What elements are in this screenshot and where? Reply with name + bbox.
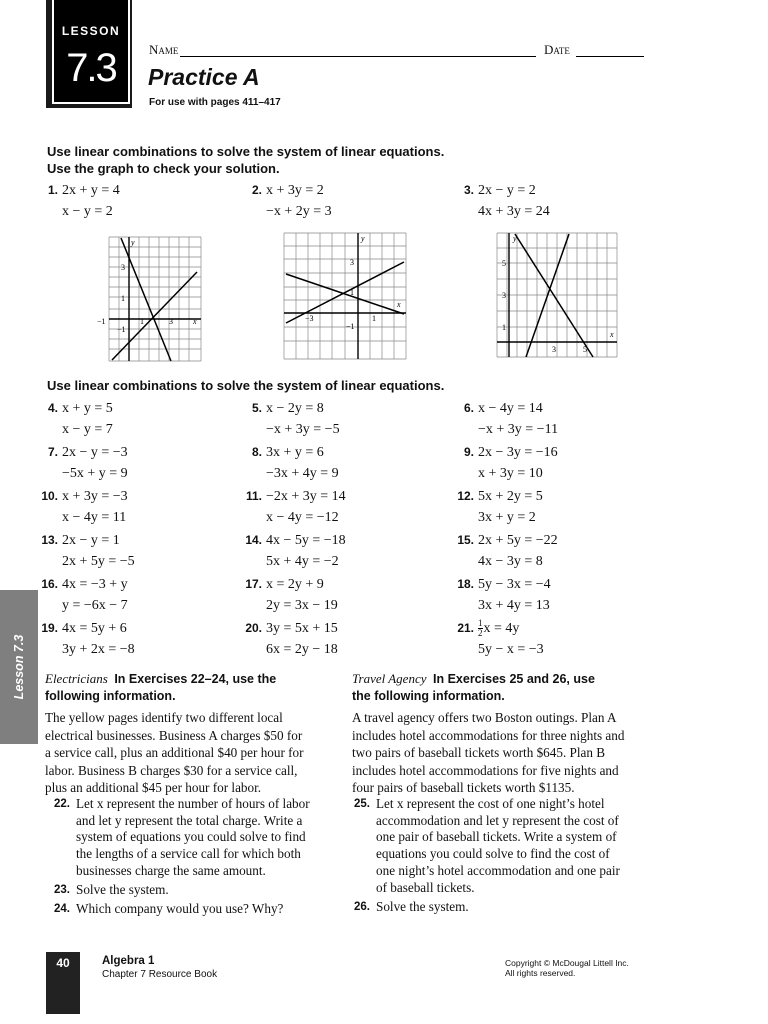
problem-19: 19. 4x = 5y + 6 3y + 2x = −8: [41, 621, 135, 657]
electricians-topic: Electricians: [45, 671, 108, 686]
graph3-tick-y5: 5: [502, 259, 506, 268]
travel-topic: Travel Agency: [352, 671, 427, 686]
book-title: Algebra 1: [102, 955, 155, 967]
graph1-y-label: y: [131, 238, 135, 247]
graph2-y-label: y: [361, 234, 365, 243]
problem-21: 21. $\frac{1}{2}$ x = 4y 5y − x = −3: [457, 618, 544, 657]
graph1-tick-y1: 1: [121, 294, 125, 303]
section1-instruction: Use linear combinations to solve the system of linear equations. Use the graph to check your solution.: [47, 144, 445, 176]
graph3-tick-y1: 1: [502, 323, 506, 332]
problem-16: 16. 4x = −3 + y y = −6x − 7: [41, 577, 128, 613]
copyright: Copyright © McDougal Littell Inc. All rights reserved.: [505, 958, 629, 978]
problem-10: 10. x + 3y = −3 x − 4y = 11: [41, 489, 128, 525]
question-25: 25. Let x represent the cost of one night’s hotel accommodation and let y represent the cost of one pair of baseball tickets. Write a system of equations you could solve to find the cost of one night’s hotel accommodation and one pair of baseball tickets.: [354, 796, 620, 895]
graph1-tick-neg1: −1: [97, 317, 106, 326]
line-x-minus-y-2: [112, 272, 197, 360]
graph-2: [284, 233, 406, 359]
graph-1: [97, 237, 201, 361]
section2-instruction: Use linear combinations to solve the system of linear equations.: [47, 378, 445, 393]
problem-2: 2. x + 3y = 2 −x + 2y = 3: [251, 183, 332, 219]
problem-15: 15. 2x + 5y = −22 4x − 3y = 8: [457, 533, 558, 569]
problem-8: 8. 3x + y = 6 −3x + 4y = 9: [251, 445, 339, 481]
side-tab-label: Lesson 7.3: [12, 634, 26, 700]
graph1-tick-3: 3: [169, 317, 173, 326]
graph2-tick-1: 1: [372, 314, 376, 323]
problem-9: 9. 2x − 3y = −16 x + 3y = 10: [463, 445, 558, 481]
date-field[interactable]: [576, 56, 644, 57]
problem-20: 20. 3y = 5x + 15 6x = 2y − 18: [245, 621, 338, 657]
problem-18: 18. 5y − 3x = −4 3x + 4y = 13: [457, 577, 551, 613]
question-22: 22. Let x represent the number of hours of labor and let y represent the total charge. Write a system of equations you could solve to find the lengths of a service call for which both businesses charge the same amount.: [54, 796, 310, 878]
name-label: Name: [149, 42, 179, 57]
electricians-questions: [46, 796, 310, 918]
graph1-tick-1: 1: [140, 317, 144, 326]
graph3-tick-y3: 3: [502, 291, 506, 300]
electricians-heading: Electricians In Exercises 22–24, use the following information.: [45, 671, 277, 703]
problem-11: 11. −2x + 3y = 14 x − 4y = −12: [245, 489, 346, 525]
question-26: 26. Solve the system.: [354, 899, 469, 915]
graph3-tick-5: 5: [583, 345, 587, 354]
graph2-x-label: x: [397, 300, 401, 309]
graph2-tick-neg3: −3: [305, 314, 314, 323]
graph2-tick-yneg1: −1: [346, 322, 355, 331]
travel-questions: [346, 796, 620, 916]
question-23: 23. Solve the system.: [54, 881, 169, 897]
book-subtitle: Chapter 7 Resource Book: [102, 969, 218, 980]
problem-5: 5. x − 2y = 8 −x + 3y = −5: [251, 401, 340, 437]
graph1-x-label: x: [193, 317, 197, 326]
problem-1: 1. 2x + y = 4 x − y = 2: [47, 183, 120, 219]
graph2-tick-y3: 3: [350, 258, 354, 267]
page-number: 40: [56, 956, 70, 970]
date-label: Date: [544, 42, 570, 57]
problem-4: 4. x + y = 5 x − y = 7: [47, 401, 113, 437]
lesson-label: LESSON: [61, 24, 121, 38]
lesson-number: 7.3: [66, 46, 116, 90]
page-subtitle: For use with pages 411–417: [149, 97, 281, 108]
travel-heading: Travel Agency In Exercises 25 and 26, use the following information.: [352, 671, 595, 703]
side-tab: [0, 590, 38, 744]
graph1-tick-y3: 3: [121, 263, 125, 272]
graph3-x-label: x: [610, 330, 614, 339]
problem-12: 12. 5x + 2y = 5 3x + y = 2: [457, 489, 543, 525]
page-title: Practice A: [148, 64, 260, 90]
problem-3: 3. 2x − y = 2 4x + 3y = 24: [463, 183, 550, 219]
problem-13: 13. 2x − y = 1 2x + 5y = −5: [41, 533, 135, 569]
name-field[interactable]: [180, 56, 536, 57]
graph3-y-label: y: [513, 234, 517, 243]
problem-6: 6. x − 4y = 14 −x + 3y = −11: [463, 401, 559, 437]
problem-7: 7. 2x − y = −3 −5x + y = 9: [47, 445, 128, 481]
graph-3: [497, 233, 617, 357]
page-number-bar: [46, 952, 80, 1014]
problem-17: 17. x = 2y + 9 2y = 3x − 19: [245, 577, 338, 613]
graph2-tick-y1: 1: [350, 288, 354, 297]
problem-14: 14. 4x − 5y = −18 5x + 4y = −2: [245, 533, 346, 569]
graph3-tick-3: 3: [552, 345, 556, 354]
line-2x-minus-y-2: [526, 234, 569, 357]
travel-paragraph: A travel agency offers two Boston outings. Plan A includes hotel accommodations for three nights and two pairs of baseball tickets worth $645. Plan B includes hotel accommodations for five nights and four pairs of baseball tickets worth $1135.: [352, 710, 625, 795]
lesson-badge: [46, 0, 132, 108]
graph1-tick-yneg1: −1: [117, 325, 126, 334]
question-24: 24. Which company would you use? Why?: [54, 901, 284, 917]
electricians-paragraph: The yellow pages identify two different local electrical businesses. Business A charges $50 for a service call, plus an additional $40 per hour for labor. Business B charges $30 for a service call, plus an additional $45 per hour for labor.: [45, 710, 304, 795]
